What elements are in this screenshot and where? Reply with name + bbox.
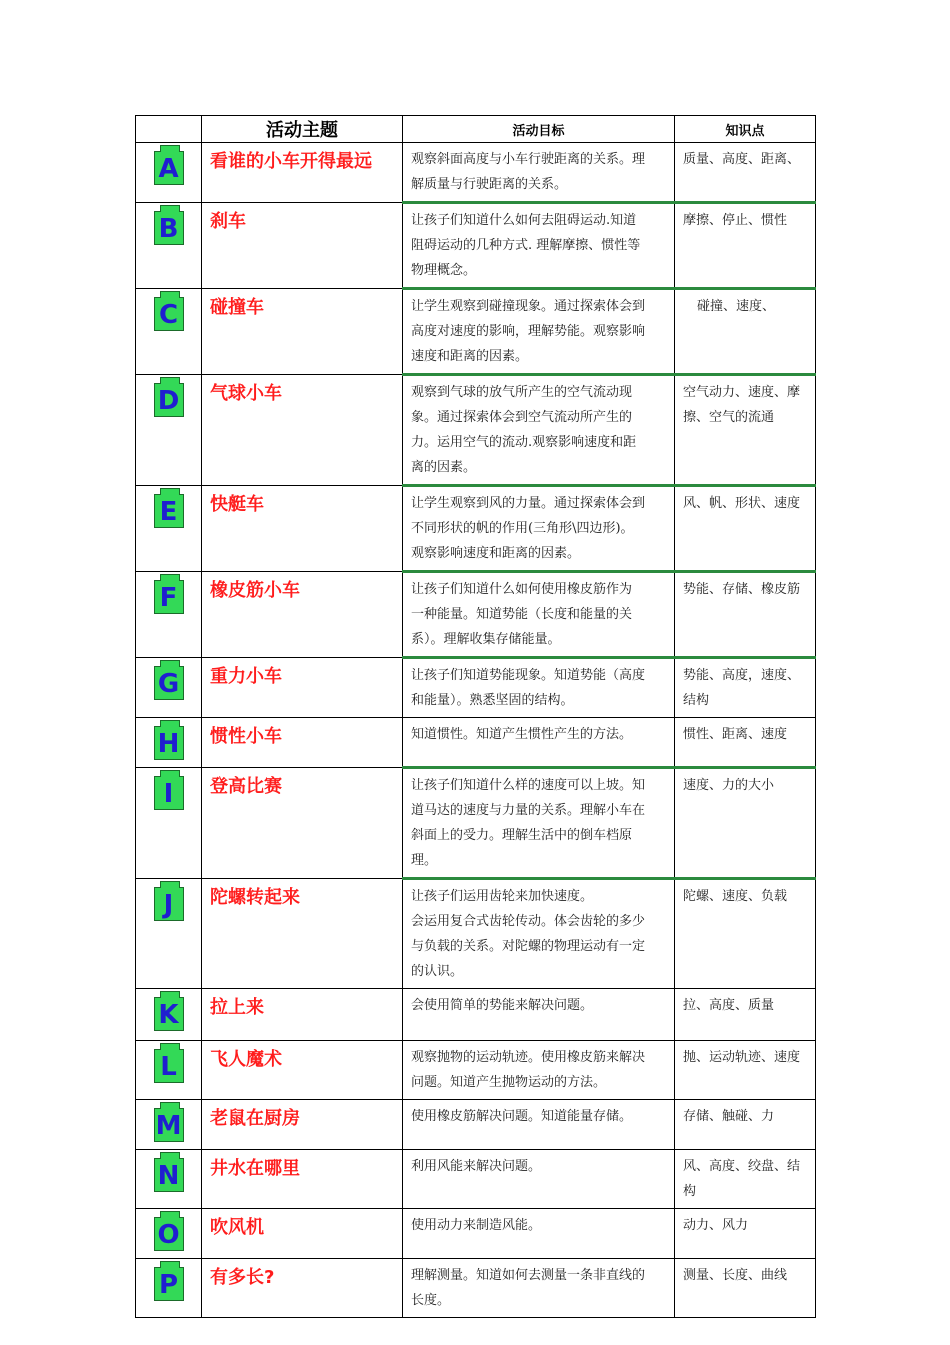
activity-goal (403, 1150, 675, 1209)
goal-line: 问题。知道产生抛物运动的方法。 (411, 1075, 607, 1090)
goal-line: 观察斜面高度与小车行驶距离的关系。理 (411, 152, 646, 167)
goal-line: 阻碍运动的几种方式. 理解摩擦、惯性等 (411, 238, 641, 253)
activity-topic: 惯性小车 (202, 718, 403, 768)
block-letter: E (159, 497, 178, 527)
letter-block-icon (154, 494, 184, 528)
knowledge-points (675, 289, 816, 375)
activity-topic: 井水在哪里 (202, 1150, 403, 1209)
letter-block-icon (154, 1267, 184, 1301)
goal-line: 一种能量。知道势能（长度和能量的关 (411, 607, 633, 622)
letter-block-cell (136, 1041, 202, 1100)
activity-goal (403, 879, 675, 989)
block-letter: D (157, 386, 180, 416)
knowledge-points (675, 768, 816, 879)
goal-line: 道马达的速度与力量的关系。理解小车在 (411, 803, 646, 818)
table-row (136, 1100, 816, 1150)
letter-block-cell (136, 203, 202, 289)
activity-topic: 登高比赛 (202, 768, 403, 879)
knowledge-line: 质量、高度、距离、 (683, 152, 801, 167)
letter-block-cell (136, 768, 202, 879)
block-letter: M (155, 1111, 182, 1141)
goal-line: 高度对速度的影响，理解势能。观察影响 (411, 324, 646, 339)
letter-block-icon (154, 383, 184, 417)
table-row (136, 1209, 816, 1259)
goal-line: 观察到气球的放气所产生的空气流动现 (411, 385, 633, 400)
activity-table-sheet (135, 115, 815, 1318)
knowledge-points (675, 143, 816, 203)
knowledge-line: 存储、触碰、力 (683, 1109, 775, 1124)
block-letter: J (163, 890, 174, 920)
knowledge-points (675, 718, 816, 768)
goal-line: 速度和距离的因素。 (411, 349, 529, 364)
goal-line: 系）。理解收集存储能量。 (411, 632, 561, 647)
block-letter: N (157, 1161, 180, 1191)
activity-goal (403, 718, 675, 768)
letter-block-icon (154, 1158, 184, 1192)
letter-block-cell (136, 879, 202, 989)
activity-topic: 拉上来 (202, 989, 403, 1041)
letter-block-cell (136, 1150, 202, 1209)
goal-line: 象。通过探索体会到空气流动所产生的 (411, 410, 633, 425)
block-letter: K (158, 1000, 179, 1030)
activity-goal (403, 1100, 675, 1150)
table-row (136, 289, 816, 375)
knowledge-points (675, 1259, 816, 1318)
activity-topic: 碰撞车 (202, 289, 403, 375)
letter-block-icon (154, 887, 184, 921)
knowledge-points (675, 658, 816, 718)
activity-topic: 看谁的小车开得最远 (202, 143, 403, 203)
knowledge-line: 碰撞、速度、 (697, 299, 776, 314)
activity-goal (403, 768, 675, 879)
knowledge-line: 空气动力、速度、摩 (683, 385, 801, 400)
activity-topic: 橡皮筋小车 (202, 572, 403, 658)
letter-block-icon (154, 997, 184, 1031)
block-letter: L (160, 1052, 177, 1082)
goal-line: 观察抛物的运动轨迹。使用橡皮筋来解决 (411, 1050, 646, 1065)
knowledge-points (675, 1150, 816, 1209)
activity-topic: 气球小车 (202, 375, 403, 486)
goal-line: 离的因素。 (411, 460, 477, 475)
goal-line: 使用动力来制造风能。 (411, 1218, 542, 1233)
block-letter: B (158, 214, 179, 244)
activity-goal (403, 289, 675, 375)
goal-line: 与负载的关系。对陀螺的物理运动有一定 (411, 939, 646, 954)
knowledge-line: 构 (683, 1184, 697, 1199)
knowledge-points (675, 1041, 816, 1100)
knowledge-line: 速度、力的大小 (683, 778, 775, 793)
letter-block-cell (136, 1259, 202, 1318)
table-row (136, 989, 816, 1041)
table-row (136, 203, 816, 289)
knowledge-line: 势能、高度，速度、 (683, 668, 801, 683)
letter-block-cell (136, 375, 202, 486)
goal-line: 解质量与行驶距离的关系。 (411, 177, 568, 192)
letter-block-cell (136, 572, 202, 658)
goal-line: 长度。 (411, 1293, 451, 1308)
goal-line: 理解测量。知道如何去测量一条非直线的 (411, 1268, 646, 1283)
block-letter: F (159, 583, 178, 613)
letter-block-cell (136, 1209, 202, 1259)
letter-block-cell (136, 1100, 202, 1150)
activity-goal (403, 989, 675, 1041)
letter-block-cell (136, 658, 202, 718)
goal-line: 让孩子们知道势能现象。知道势能（高度 (411, 668, 646, 683)
goal-line: 会使用简单的势能来解决问题。 (411, 998, 594, 1013)
knowledge-points (675, 1209, 816, 1259)
activity-goal (403, 658, 675, 718)
table-row (136, 1150, 816, 1209)
table-row (136, 879, 816, 989)
goal-line: 理。 (411, 853, 438, 868)
table-body (136, 143, 816, 1318)
activity-goal (403, 1259, 675, 1318)
activity-goal (403, 375, 675, 486)
activity-topic: 有多长? (202, 1259, 403, 1318)
letter-block-cell (136, 143, 202, 203)
block-letter: H (157, 729, 180, 759)
table-header-row (136, 116, 816, 143)
activity-topic: 吹风机 (202, 1209, 403, 1259)
knowledge-points (675, 572, 816, 658)
letter-block-icon (154, 1049, 184, 1083)
activity-topic: 陀螺转起来 (202, 879, 403, 989)
letter-block-icon (154, 151, 184, 185)
knowledge-points (675, 989, 816, 1041)
table-row (136, 486, 816, 572)
goal-line: 斜面上的受力。理解生活中的倒车档原 (411, 828, 633, 843)
letter-block-icon (154, 666, 184, 700)
goal-line: 让孩子们知道什么样的速度可以上坡。知 (411, 778, 646, 793)
goal-line: 不同形状的帆的作用(三角形\四边形)。 (411, 521, 634, 536)
knowledge-line: 结构 (683, 693, 710, 708)
goal-line: 让学生观察到碰撞现象。通过探索体会到 (411, 299, 646, 314)
block-letter: A (158, 154, 179, 184)
goal-line: 让学生观察到风的力量。通过探索体会到 (411, 496, 646, 511)
goal-line: 力。运用空气的流动.观察影响速度和距 (411, 435, 637, 450)
knowledge-line: 抛、运动轨迹、速度 (683, 1050, 801, 1065)
letter-block-icon (154, 1108, 184, 1142)
activity-goal (403, 203, 675, 289)
activity-goal (403, 486, 675, 572)
knowledge-points (675, 879, 816, 989)
knowledge-line: 摩擦、停止、惯性 (683, 213, 788, 228)
activity-goal (403, 143, 675, 203)
block-letter: C (158, 300, 179, 330)
goal-line: 物理概念。 (411, 263, 477, 278)
knowledge-line: 风、帆、形状、速度 (683, 496, 801, 511)
activity-topic: 刹车 (202, 203, 403, 289)
knowledge-points (675, 1100, 816, 1150)
block-letter: P (158, 1270, 179, 1300)
letter-block-cell (136, 289, 202, 375)
activity-topic: 老鼠在厨房 (202, 1100, 403, 1150)
goal-line: 让孩子们知道什么如何去阻碍运动.知道 (411, 213, 637, 228)
knowledge-line: 势能、存储、橡皮筋 (683, 582, 801, 597)
block-letter: O (157, 1220, 180, 1250)
knowledge-line: 动力、风力 (683, 1218, 749, 1233)
knowledge-line: 拉、高度、质量 (683, 998, 775, 1013)
knowledge-points (675, 486, 816, 572)
letter-block-cell (136, 989, 202, 1041)
letter-block-icon (154, 580, 184, 614)
goal-line: 让孩子们知道什么如何使用橡皮筋作为 (411, 582, 633, 597)
goal-line: 观察影响速度和距离的因素。 (411, 546, 581, 561)
knowledge-points (675, 375, 816, 486)
header-goal: 活动目标 (403, 116, 675, 143)
table-row (136, 143, 816, 203)
letter-block-icon (154, 211, 184, 245)
letter-block-icon (154, 776, 184, 810)
table-row (136, 658, 816, 718)
goal-line: 和能量）。熟悉坚固的结构。 (411, 693, 574, 708)
table-row (136, 1041, 816, 1100)
goal-line: 利用风能来解决问题。 (411, 1159, 542, 1174)
table-row (136, 375, 816, 486)
letter-block-icon (154, 726, 184, 760)
activity-topic: 飞人魔术 (202, 1041, 403, 1100)
knowledge-line: 陀螺、速度、负载 (683, 889, 788, 904)
letter-block-cell (136, 718, 202, 768)
header-icon-cell (136, 116, 202, 143)
table-row (136, 572, 816, 658)
knowledge-points (675, 203, 816, 289)
header-knowledge: 知识点 (675, 116, 816, 143)
activity-table (135, 115, 816, 1318)
activity-topic: 重力小车 (202, 658, 403, 718)
table-row (136, 1259, 816, 1318)
activity-goal (403, 1041, 675, 1100)
activity-topic: 快艇车 (202, 486, 403, 572)
goal-line: 让孩子们运用齿轮来加快速度。 (411, 889, 594, 904)
letter-block-icon (154, 297, 184, 331)
letter-block-cell (136, 486, 202, 572)
goal-line: 会运用复合式齿轮传动。体会齿轮的多少 (411, 914, 646, 929)
knowledge-line: 擦、空气的流通 (683, 410, 775, 425)
activity-goal (403, 572, 675, 658)
activity-goal (403, 1209, 675, 1259)
block-letter: G (157, 669, 180, 699)
goal-line: 使用橡皮筋解决问题。知道能量存储。 (411, 1109, 633, 1124)
goal-line: 知道惯性。知道产生惯性产生的方法。 (411, 727, 633, 742)
knowledge-line: 风、高度、绞盘、结 (683, 1159, 801, 1174)
goal-line: 的认识。 (411, 964, 464, 979)
letter-block-icon (154, 1217, 184, 1251)
knowledge-line: 测量、长度、曲线 (683, 1268, 788, 1283)
block-letter: I (163, 779, 174, 809)
table-row (136, 718, 816, 768)
header-topic: 活动主题 (202, 116, 403, 143)
knowledge-line: 惯性、距离、速度 (683, 727, 788, 742)
table-row (136, 768, 816, 879)
